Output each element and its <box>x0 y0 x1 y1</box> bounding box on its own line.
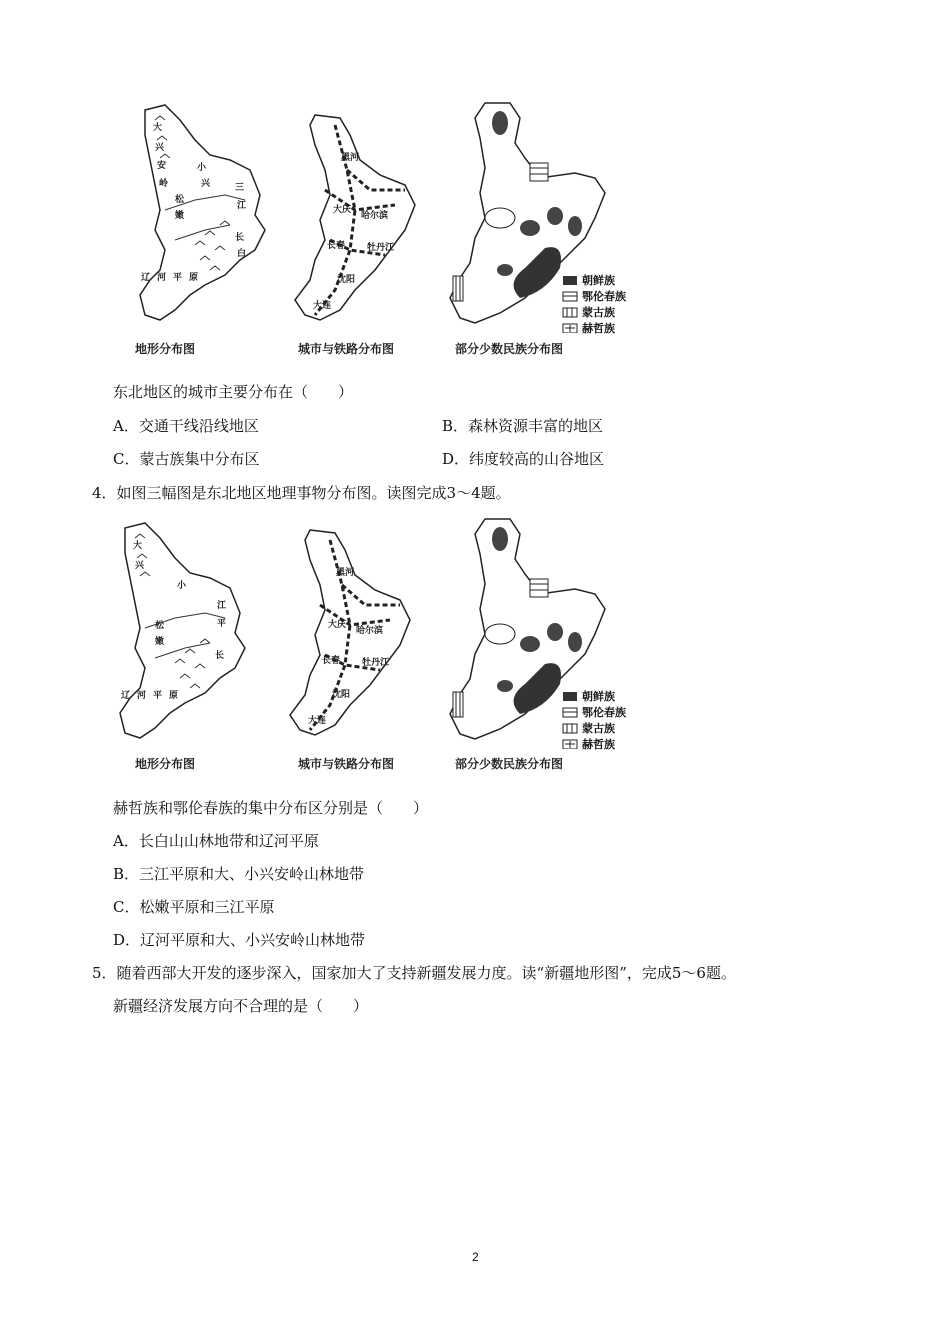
svg-text:平: 平 <box>153 691 163 701</box>
svg-text:沈阳: 沈阳 <box>332 690 351 700</box>
city-railway-map-1 <box>285 110 425 330</box>
caption-terrain-2: 地形分布图 <box>135 757 196 771</box>
svg-text:小: 小 <box>177 581 187 591</box>
svg-text:大庆: 大庆 <box>328 620 347 630</box>
terrain-map-1 <box>135 100 275 330</box>
q4-intro: 4．如图三幅图是东北地区地理事物分布图。读图完成3～4题。 <box>92 484 511 502</box>
q4-option-c[interactable]: C．松嫩平原和三江平原 <box>113 898 275 916</box>
legend-hezhe-2: 赫哲族 <box>582 738 615 751</box>
svg-text:大庆: 大庆 <box>333 205 352 215</box>
svg-text:沈阳: 沈阳 <box>337 275 356 285</box>
svg-text:河: 河 <box>137 691 147 701</box>
svg-text:江: 江 <box>237 201 247 211</box>
svg-text:白: 白 <box>237 249 247 259</box>
svg-text:长: 长 <box>235 233 245 243</box>
svg-text:江: 江 <box>217 601 227 611</box>
q4-option-b[interactable]: B．三江平原和大、小兴安岭山林地带 <box>113 865 365 883</box>
legend-menggu-1: 蒙古族 <box>582 306 615 319</box>
legend-elunchun-2: 鄂伦春族 <box>582 706 626 719</box>
svg-text:岭: 岭 <box>159 179 169 189</box>
q3-option-a[interactable]: A．交通干线沿线地区 <box>113 417 259 435</box>
svg-text:牡丹江: 牡丹江 <box>367 243 395 253</box>
svg-text:牡丹江: 牡丹江 <box>362 658 390 668</box>
legend-chaoxian-1: 朝鲜族 <box>582 274 615 287</box>
svg-text:平: 平 <box>173 273 183 283</box>
svg-text:嫩: 嫩 <box>155 637 165 647</box>
q3-option-c[interactable]: C．蒙古族集中分布区 <box>113 450 260 468</box>
svg-text:黑河: 黑河 <box>336 568 355 578</box>
page-number: 2 <box>472 1250 479 1264</box>
city-railway-map-2 <box>280 525 420 745</box>
caption-terrain-1: 地形分布图 <box>135 342 196 356</box>
legend-menggu-2: 蒙古族 <box>582 722 615 735</box>
svg-text:兴: 兴 <box>135 561 145 571</box>
svg-text:大连: 大连 <box>308 716 327 726</box>
caption-city-railway-1: 城市与铁路分布图 <box>298 342 395 356</box>
terrain-label: 大 <box>153 123 163 133</box>
svg-text:哈尔滨: 哈尔滨 <box>356 626 384 636</box>
q3-stem: 东北地区的城市主要分布在（ ） <box>113 383 354 401</box>
svg-text:原: 原 <box>189 273 199 283</box>
svg-text:黑河: 黑河 <box>341 153 360 163</box>
q3-option-b[interactable]: B．森林资源丰富的地区 <box>442 417 604 435</box>
q4-option-d[interactable]: D．辽河平原和大、小兴安岭山林地带 <box>113 931 366 949</box>
svg-text:三: 三 <box>235 183 245 193</box>
caption-city-railway-2: 城市与铁路分布图 <box>298 757 395 771</box>
svg-text:辽: 辽 <box>141 273 151 283</box>
svg-text:长: 长 <box>215 651 225 661</box>
q4-stem: 赫哲族和鄂伦春族的集中分布区分别是（ ） <box>113 799 429 817</box>
caption-ethnic-1: 部分少数民族分布图 <box>455 342 564 356</box>
svg-text:哈尔滨: 哈尔滨 <box>361 211 389 221</box>
q4-option-a[interactable]: A．长白山山林地带和辽河平原 <box>113 832 319 850</box>
q3-option-d[interactable]: D．纬度较高的山谷地区 <box>442 450 605 468</box>
svg-text:大: 大 <box>133 541 143 551</box>
svg-text:兴: 兴 <box>155 143 165 153</box>
svg-text:松: 松 <box>175 195 185 205</box>
svg-text:大连: 大连 <box>313 301 332 311</box>
svg-text:原: 原 <box>169 691 179 701</box>
legend-elunchun-1: 鄂伦春族 <box>582 290 626 303</box>
svg-text:河: 河 <box>157 273 167 283</box>
legend-hezhe-1: 赫哲族 <box>582 322 615 335</box>
svg-text:长春: 长春 <box>327 241 346 251</box>
terrain-map-2 <box>115 518 255 748</box>
svg-text:兴: 兴 <box>201 179 211 189</box>
q5-intro: 5．随着西部大开发的逐步深入，国家加大了支持新疆发展力度。读“新疆地形图”，完成5～6题。 <box>92 964 736 982</box>
legend-chaoxian-2: 朝鲜族 <box>582 690 615 703</box>
svg-text:松: 松 <box>155 621 165 631</box>
svg-text:辽: 辽 <box>121 691 131 701</box>
svg-text:嫩: 嫩 <box>175 211 185 221</box>
svg-text:长春: 长春 <box>322 656 341 666</box>
q5-stem: 新疆经济发展方向不合理的是（ ） <box>113 997 369 1015</box>
svg-text:小: 小 <box>197 163 207 173</box>
caption-ethnic-2: 部分少数民族分布图 <box>455 757 564 771</box>
svg-text:平: 平 <box>217 619 227 629</box>
svg-text:安: 安 <box>157 161 167 171</box>
